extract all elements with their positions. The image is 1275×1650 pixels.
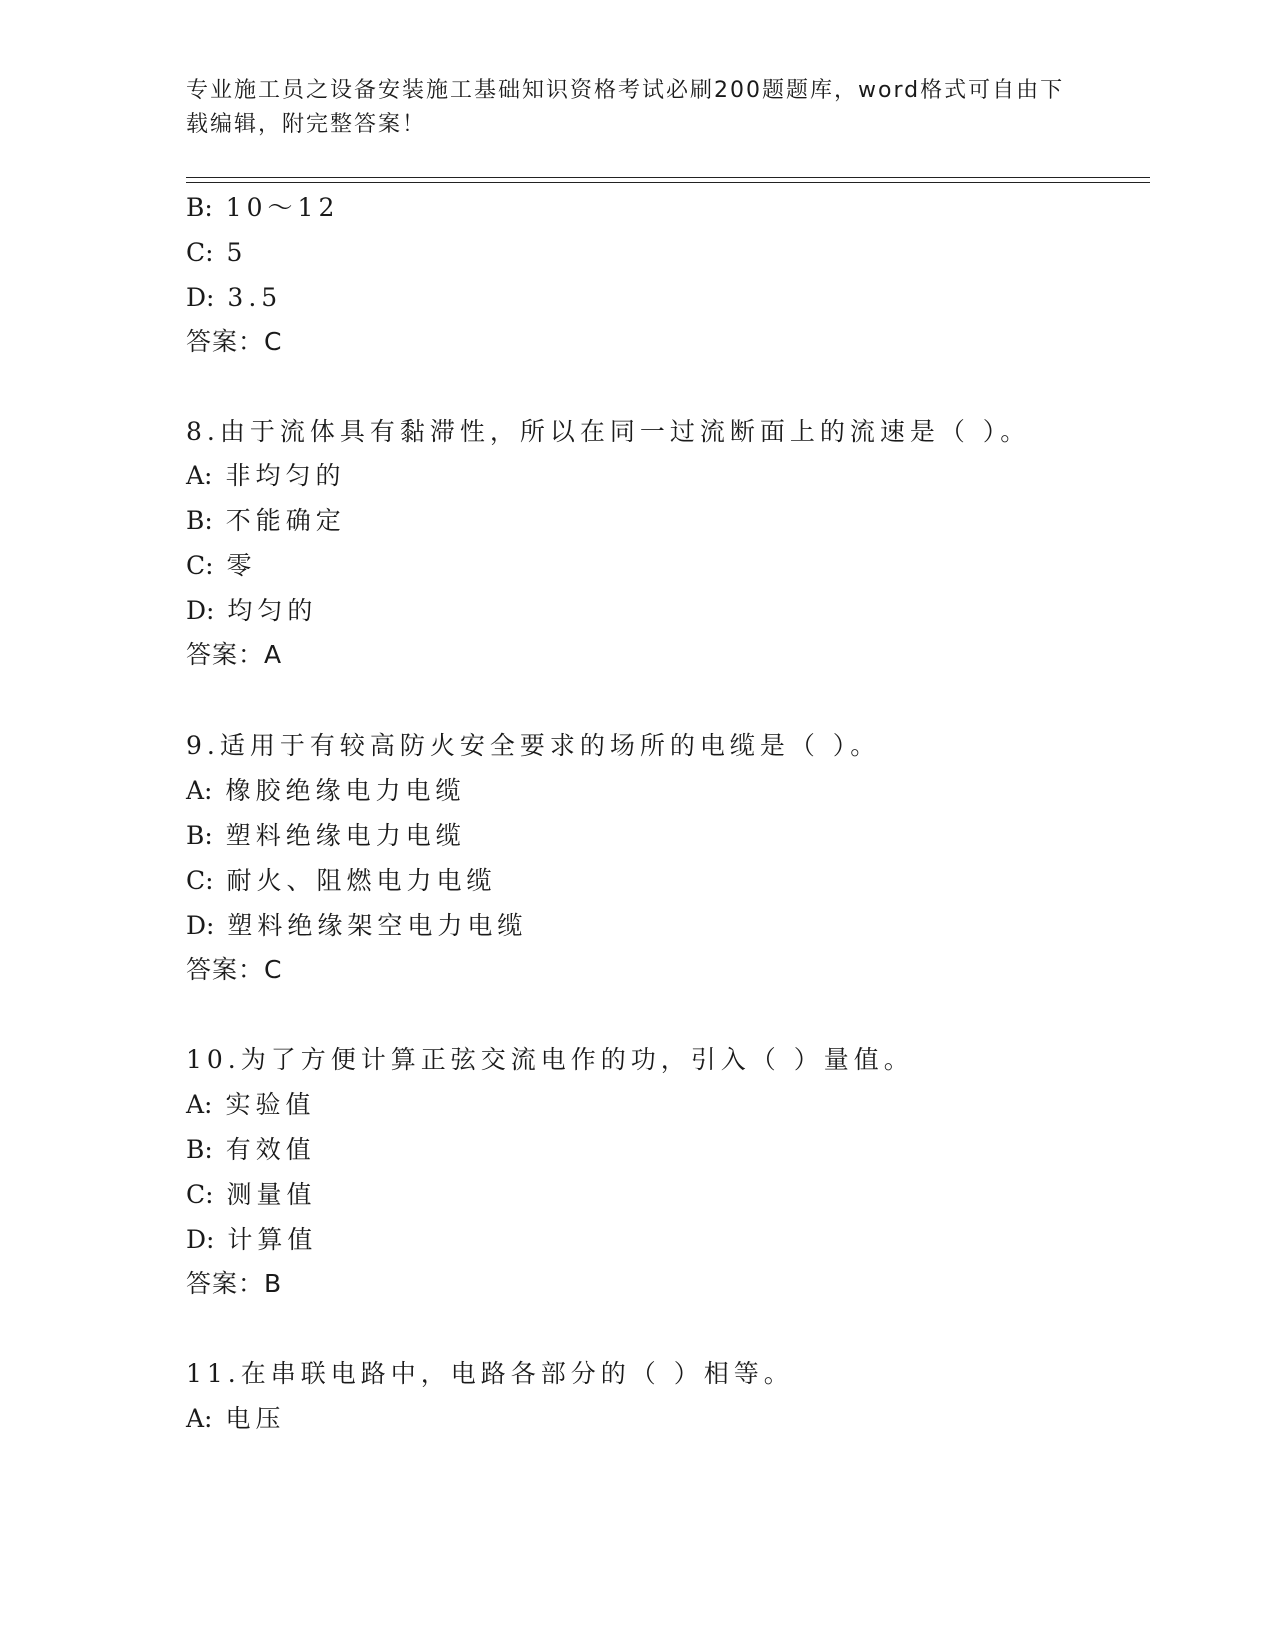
answer-line: 答案：B (186, 1269, 283, 1298)
question-stem: 11.在串联电路中，电路各部分的（ ）相等。 (186, 1359, 794, 1388)
option-d: D: 塑料绝缘架空电力电缆 (186, 911, 528, 940)
option-c: C: 零 (186, 551, 257, 580)
option-c: C: 5 (186, 238, 248, 267)
option-c: C: 耐火、阻燃电力电缆 (186, 866, 497, 895)
option-d: D: 均匀的 (186, 596, 318, 625)
option-b: B: 10～12 (186, 193, 340, 222)
answer-line: 答案：C (186, 327, 283, 356)
option-b: B: 有效值 (186, 1135, 316, 1164)
option-b: B: 不能确定 (186, 506, 346, 535)
question-stem: 8.由于流体具有黏滞性，所以在同一过流断面上的流速是（ ）。 (186, 417, 1031, 446)
option-a: A: 实验值 (186, 1090, 316, 1119)
question-stem: 10.为了方便计算正弦交流电作的功，引入（ ）量值。 (186, 1045, 914, 1074)
option-a: A: 电压 (186, 1404, 286, 1433)
option-a: A: 非均匀的 (186, 461, 346, 490)
option-d: D: 计算值 (186, 1225, 318, 1254)
option-a: A: 橡胶绝缘电力电缆 (186, 776, 466, 805)
answer-line: 答案：A (186, 640, 283, 669)
answer-line: 答案：C (186, 955, 283, 984)
option-d: D: 3.5 (186, 283, 283, 312)
question-stem: 9.适用于有较高防火安全要求的场所的电缆是（ ）。 (186, 731, 881, 760)
header-divider (186, 177, 1150, 178)
option-c: C: 测量值 (186, 1180, 317, 1209)
document-title: 专业施工员之设备安装施工基础知识资格考试必刷200题题库，word格式可自由下载编辑，附完整答案！ (186, 78, 1065, 137)
header-divider (186, 182, 1150, 183)
option-b: B: 塑料绝缘电力电缆 (186, 821, 466, 850)
